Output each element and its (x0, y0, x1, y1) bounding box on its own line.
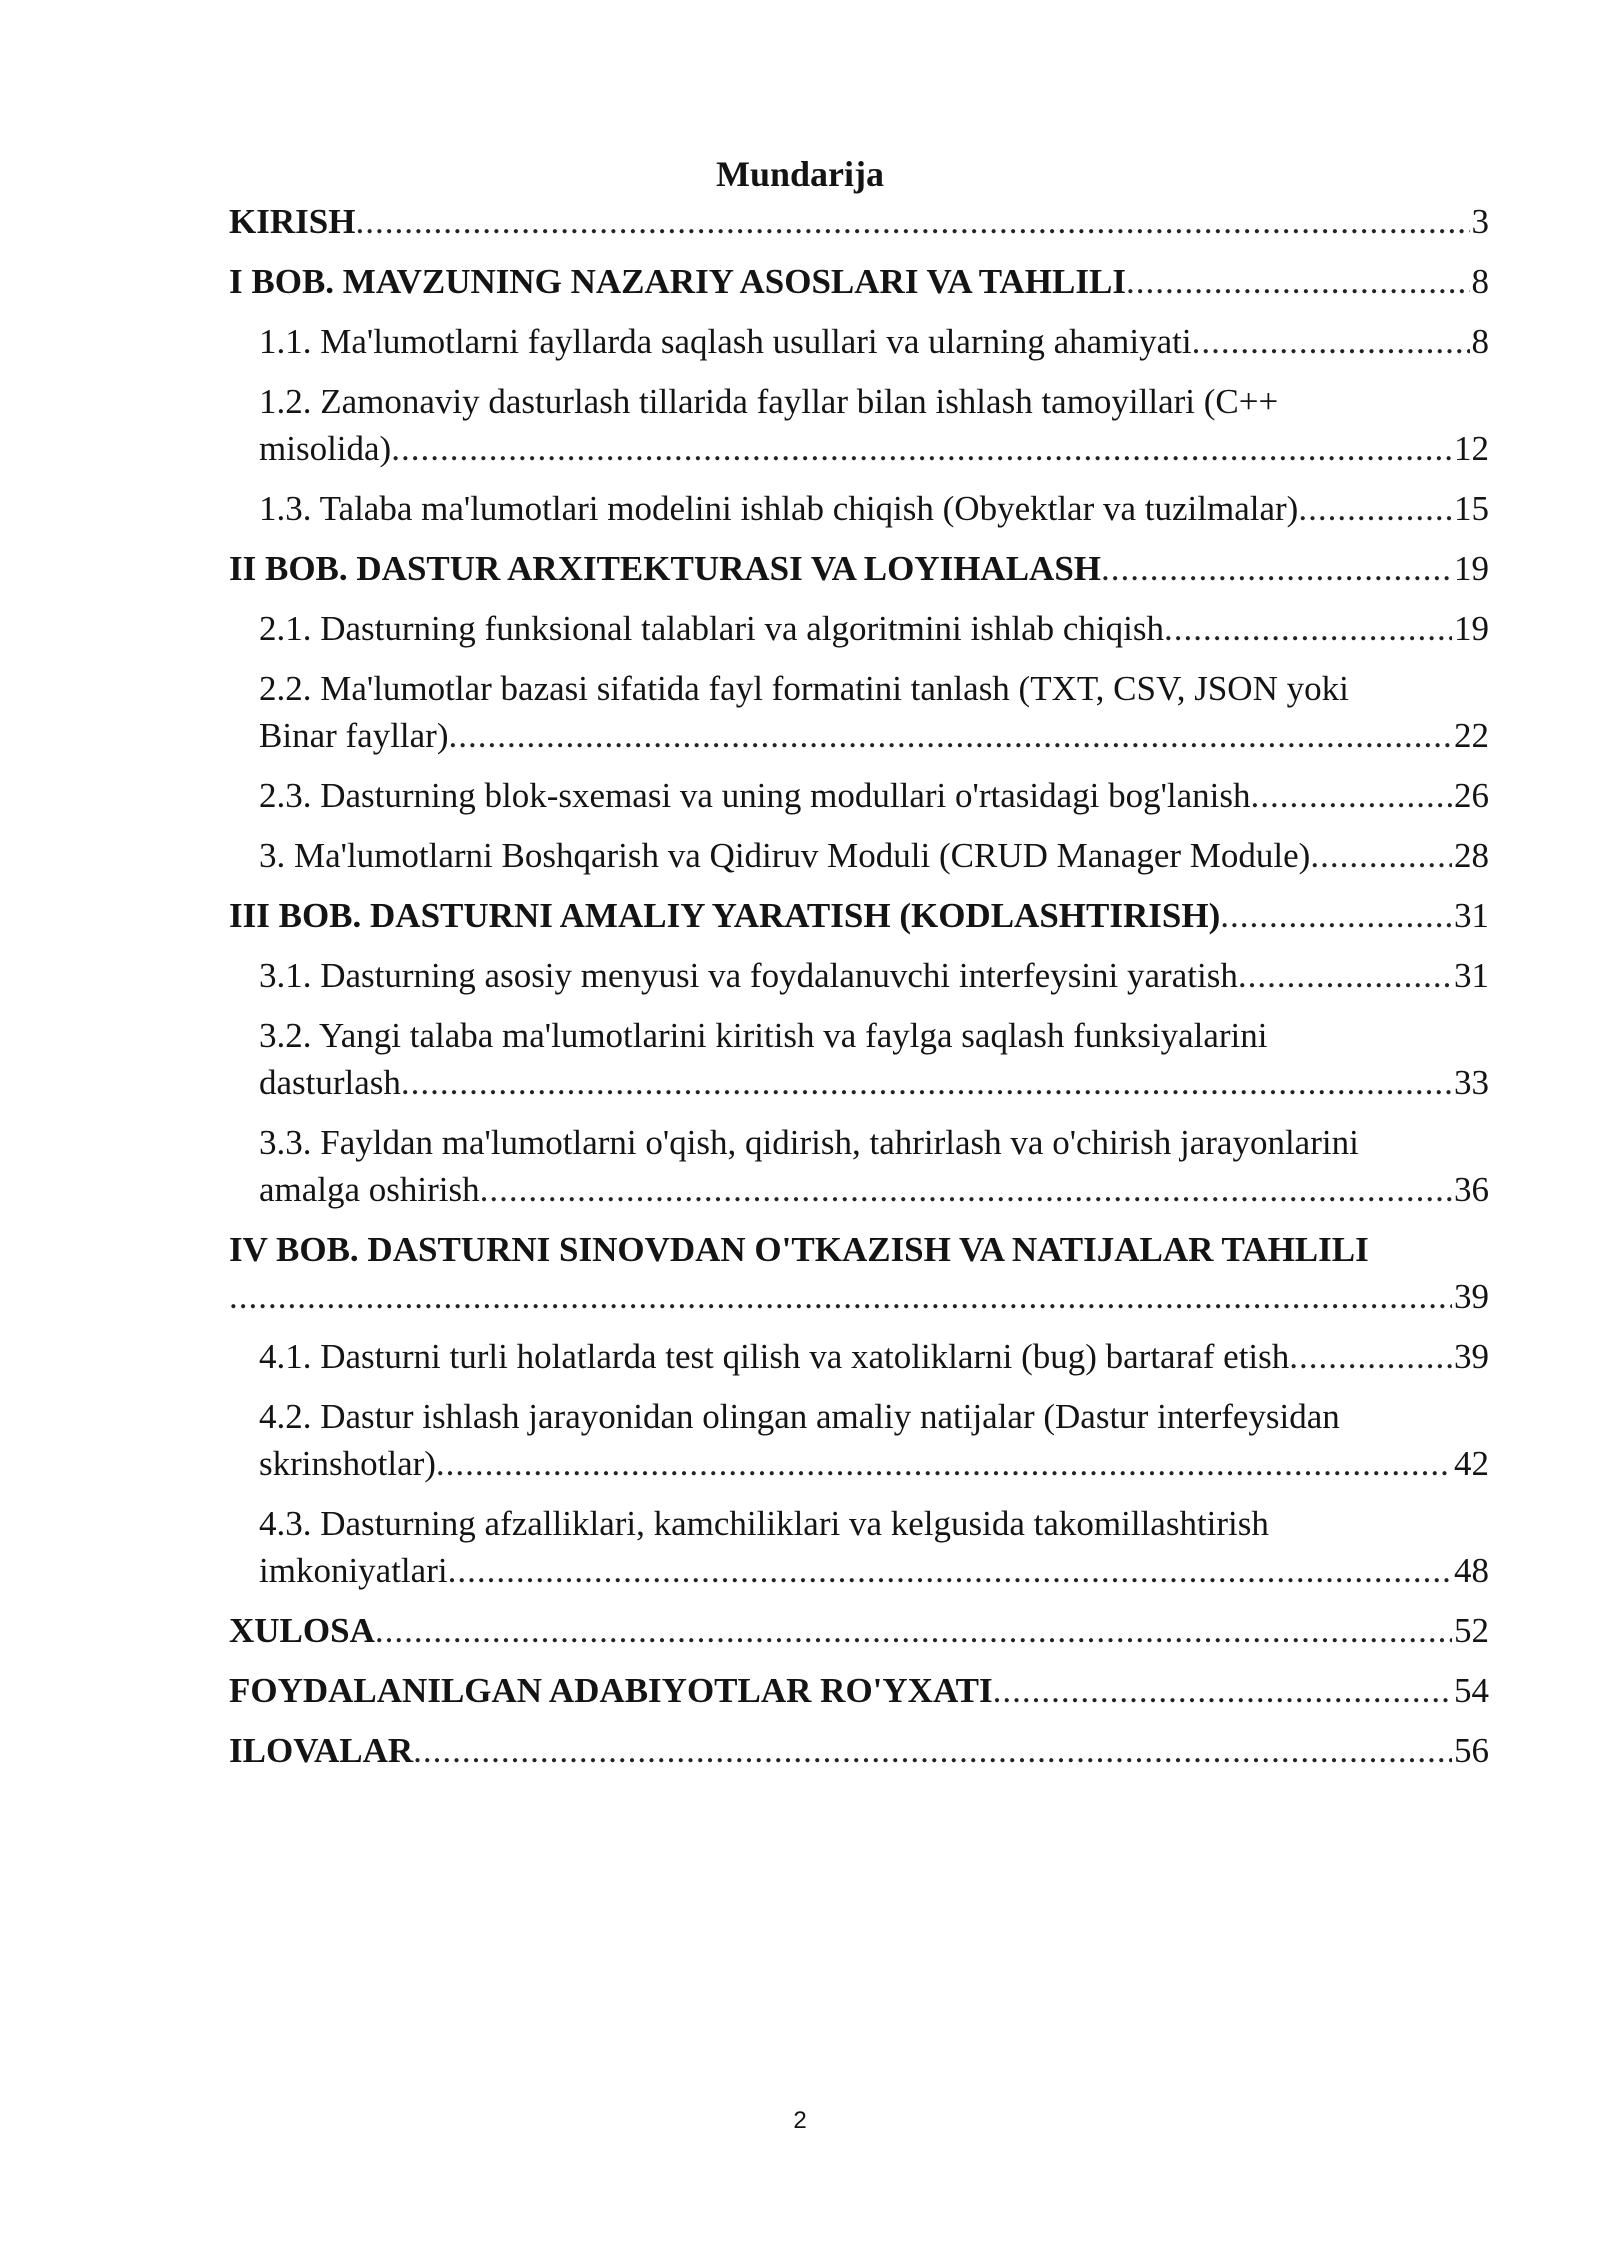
toc-leader-line (229, 1667, 1489, 1714)
toc-entry-title: 2.1. Dasturning funksional talablari va algoritmini ishlab chiqish (259, 609, 1164, 648)
toc-section-entry (259, 378, 1489, 472)
toc-page-number: 31 (1454, 956, 1489, 995)
toc-entry-title-line: 3.2. Yangi talaba ma'lumotlarini kiritish va faylga saqlash funksiyalarini (259, 1016, 1268, 1055)
toc-page-number: 31 (1454, 896, 1489, 935)
toc-leader-line (259, 832, 1489, 879)
toc-page-number: 52 (1454, 1611, 1489, 1650)
toc-leader-line (229, 198, 1489, 245)
toc-chapter-entry (229, 1727, 1489, 1774)
toc-dot-leader (1289, 1333, 1452, 1380)
toc-entry-title: KIRISH (229, 202, 356, 241)
toc-dot-leader (413, 1727, 1452, 1774)
toc-page-number: 42 (1454, 1444, 1489, 1483)
toc-dot-leader (229, 1273, 1452, 1320)
toc-page-number: 26 (1454, 776, 1489, 815)
toc-entry-title: 3. Ma'lumotlarni Boshqarish va Qidiruv Moduli (CRUD Manager Module) (259, 836, 1311, 875)
toc-entry-title: II BOB. DASTUR ARXITEKTURASI VA LOYIHALASH (229, 549, 1102, 588)
toc-section-entry (259, 832, 1489, 879)
toc-entry-title: 1.1. Ma'lumotlarni fayllarda saqlash usullari va ularning ahamiyati (259, 322, 1192, 361)
toc-entry-title: misolida) (259, 429, 392, 468)
toc-dot-leader (1310, 832, 1452, 879)
toc-entry-title: amalga oshirish (259, 1170, 480, 1209)
toc-leader-line (229, 545, 1489, 592)
toc-leader-line (259, 712, 1489, 759)
toc-leader-line (259, 318, 1489, 365)
toc-dot-leader (391, 425, 1452, 472)
toc-section-entry (259, 1333, 1489, 1380)
toc-entry-title-line: 1.2. Zamonaviy dasturlash tillarida fayllar bilan ishlash tamoyillari (C++ (259, 382, 1279, 421)
toc-entry-title: 2.3. Dasturning blok-sxemasi va uning modullari o'rtasidagi bog'lanish (259, 776, 1251, 815)
toc-page-number: 19 (1454, 549, 1489, 588)
toc-entry-title: 1.3. Talaba ma'lumotlari modelini ishlab chiqish (Obyektlar va tuzilmalar) (259, 489, 1299, 528)
toc-page-number: 3 (1471, 202, 1489, 241)
toc-entry-title-line: 4.2. Dastur ishlash jarayonidan olingan amaliy natijalar (Dastur interfeysidan (259, 1397, 1340, 1436)
toc-section-entry (259, 772, 1489, 819)
page-number: 2 (793, 2107, 807, 2134)
toc-leader-line (229, 1727, 1489, 1774)
toc-entry-title-line: 2.2. Ma'lumotlar bazasi sifatida fayl formatini tanlash (TXT, CSV, JSON yoki (259, 669, 1349, 708)
toc-dot-leader (1164, 605, 1452, 652)
toc-leader-line (259, 1333, 1489, 1380)
toc-leader-line (229, 1273, 1489, 1320)
toc-page-number: 36 (1454, 1170, 1489, 1209)
toc-page-number: 56 (1454, 1731, 1489, 1770)
toc-section-entry (259, 952, 1489, 999)
toc-dot-leader (1101, 545, 1452, 592)
toc-leader-line (259, 1059, 1489, 1106)
toc-leader-line (229, 1607, 1489, 1654)
toc-page-number: 39 (1454, 1337, 1489, 1376)
toc-chapter-entry (229, 892, 1489, 939)
toc-section-entry (259, 1500, 1489, 1594)
toc-dot-leader (1220, 892, 1452, 939)
toc-page-number: 39 (1454, 1277, 1489, 1316)
toc-chapter-entry (229, 198, 1489, 245)
toc-leader-line (229, 892, 1489, 939)
toc-entry-title: III BOB. DASTURNI AMALIY YARATISH (KODLASHTIRISH) (229, 896, 1221, 935)
toc-section-entry (259, 605, 1489, 652)
toc-chapter-entry (229, 1607, 1489, 1654)
toc-section-entry (259, 665, 1489, 759)
toc-entry-title: 4.1. Dasturni turli holatlarda test qilish va xatoliklarni (bug) bartaraf etish (259, 1337, 1290, 1376)
toc-entry-title: ILOVALAR (229, 1731, 414, 1770)
toc-dot-leader (375, 1607, 1452, 1654)
toc-section-entry (259, 1119, 1489, 1213)
toc-dot-leader (1298, 485, 1452, 532)
toc-leader-line (259, 952, 1489, 999)
toc-entry-title-line: IV BOB. DASTURNI SINOVDAN O'TKAZISH VA NATIJALAR TAHLILI (229, 1230, 1369, 1269)
toc-dot-leader (448, 1547, 1452, 1594)
toc-leader-line (259, 1547, 1489, 1594)
toc-chapter-entry (229, 258, 1489, 305)
toc-leader-line (259, 772, 1489, 819)
toc-entry-title: I BOB. MAVZUNING NAZARIY ASOSLARI VA TAHLILI (229, 262, 1126, 301)
toc-dot-leader (993, 1667, 1452, 1714)
toc-page-number: 15 (1454, 489, 1489, 528)
toc-dot-leader (1192, 318, 1470, 365)
toc-dot-leader (355, 198, 1469, 245)
toc-page-number: 8 (1471, 262, 1489, 301)
toc-section-entry (259, 318, 1489, 365)
toc-dot-leader (1251, 772, 1452, 819)
toc-leader-line (259, 485, 1489, 532)
toc-page-number: 48 (1454, 1551, 1489, 1590)
toc-page-number: 54 (1454, 1671, 1489, 1710)
toc-leader-line (259, 425, 1489, 472)
toc-dot-leader (480, 1166, 1452, 1213)
toc-page-number: 12 (1454, 429, 1489, 468)
toc-page-number: 8 (1471, 322, 1489, 361)
toc-leader-line (259, 1440, 1489, 1487)
toc-page-number: 33 (1454, 1063, 1489, 1102)
toc-entry-title: FOYDALANILGAN ADABIYOTLAR RO'YXATI (229, 1671, 993, 1710)
toc-leader-line (229, 258, 1489, 305)
toc-section-entry (259, 1393, 1489, 1487)
toc-entry-title: skrinshotlar) (259, 1444, 436, 1483)
toc-dot-leader (1126, 258, 1470, 305)
toc-entry-title-line: 4.3. Dasturning afzalliklari, kamchiliklari va kelgusida takomillashtirish (259, 1504, 1269, 1543)
toc-dot-leader (401, 1059, 1452, 1106)
toc-leader-line (259, 1166, 1489, 1213)
toc-dot-leader (449, 712, 1453, 759)
toc-dot-leader (1238, 952, 1452, 999)
toc-entry-title: 3.1. Dasturning asosiy menyusi va foydalanuvchi interfeysini yaratish (259, 956, 1238, 995)
toc-page-number: 22 (1454, 716, 1489, 755)
toc-chapter-entry (229, 545, 1489, 592)
toc-entry-title: imkoniyatlari (259, 1551, 448, 1590)
toc-dot-leader (436, 1440, 1452, 1487)
toc-leader-line (259, 605, 1489, 652)
toc-entry-title: Binar fayllar) (259, 716, 449, 755)
toc-page-number: 19 (1454, 609, 1489, 648)
table-of-contents (229, 198, 1489, 1787)
toc-chapter-entry (229, 1667, 1489, 1714)
toc-entry-title: XULOSA (229, 1611, 375, 1650)
toc-title: Mundarija (715, 154, 884, 194)
toc-entry-title: dasturlash (259, 1063, 401, 1102)
toc-chapter-entry (229, 1226, 1489, 1320)
toc-section-entry (259, 485, 1489, 532)
toc-entry-title-line: 3.3. Fayldan ma'lumotlarni o'qish, qidirish, tahrirlash va o'chirish jarayonlarini (259, 1123, 1359, 1162)
toc-section-entry (259, 1012, 1489, 1106)
toc-page-number: 28 (1454, 836, 1489, 875)
